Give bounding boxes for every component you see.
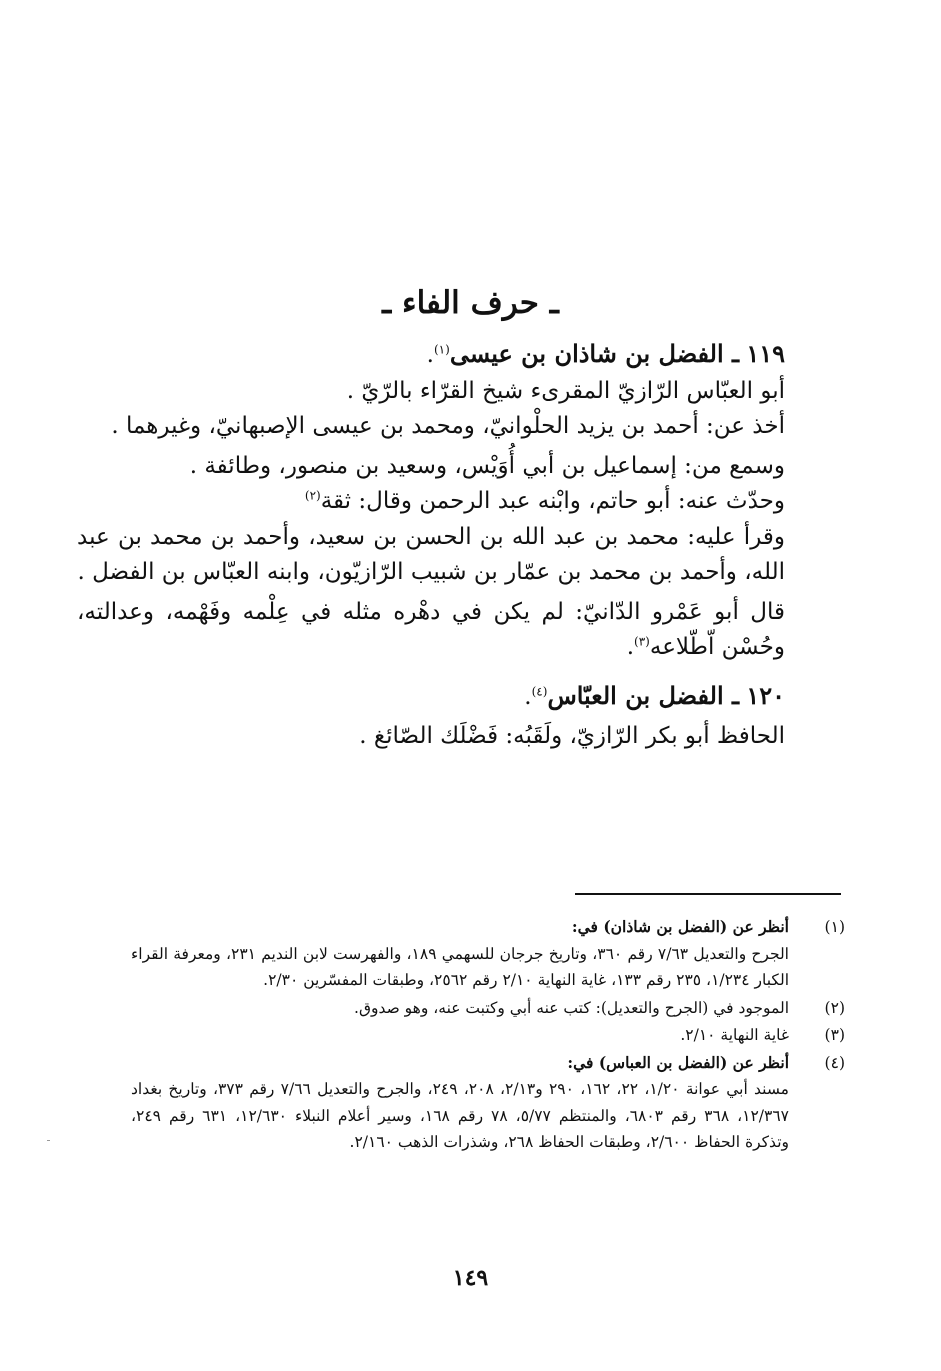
- footnote-ref: (٣): [634, 634, 650, 649]
- entry-line: أخذ عن: أحمد بن يزيد الحلْوانيّ، ومحمد بن عيسى الإصبهانيّ، وغيرهما .: [111, 413, 785, 439]
- footnote-body: [131, 1050, 789, 1156]
- scan-speck: [47, 1140, 50, 1141]
- entry-line: الحافظ أبو بكر الرّازيّ، ولَقَبُه: فَضْلَك الصّائغ .: [359, 723, 785, 749]
- footnote-text: مسند أبي عوانة ١/٢٠، ٢٢، ١٦٢، ٢٩٠ و٢/١٣، ٢٠٨، ٢٤٩، والجرح والتعديل ٧/٦٦ رقم ٣٧٣، وتاريخ بغداد ١٢/٣٦٧، ٣٦٨ رقم ٦٨٠٣، والمنتظم ٥/٧٧، ٧٨ رقم ١٦٨، وسير أعلام النبلاء ١٢/٦٣٠، ٦٣١ رقم ٢٤٩، وتذكرة الحفاظ ٢/٦٠٠، وطبقات الحفاظ ٢٦٨، وشذرات الذهب ٢/١٦٠.: [131, 1080, 789, 1151]
- entry-title: ـ الفضل بن شاذان بن عيسى: [449, 339, 740, 368]
- entry-line: وقرأ عليه: محمد بن عبد الله بن الحسن بن سعيد، وأحمد بن محمد بن عبد الله، وأحمد بن محمد بن عمّار بن شبيب الرّازيّون، وابنه العبّاس بن الفضل .: [77, 523, 785, 585]
- footnote-body: [131, 1022, 789, 1049]
- entry-119-heading: [77, 336, 791, 374]
- entry-line-with-note: [77, 595, 791, 666]
- footnote-separator: [575, 893, 841, 895]
- footnote-2: [131, 995, 845, 1022]
- footnote-body: [131, 914, 789, 994]
- entry-line: قال أبو عَمْرو الدّانيّ: لم يكن في دهْره مثله في عِلْمه وفَهْمه، وعدالته، وحُسْن اّطّلاعه: [77, 598, 785, 660]
- footnote-3: [131, 1022, 845, 1049]
- footnote-ref: (٤): [531, 683, 548, 698]
- footnote-number: (١): [824, 918, 845, 936]
- page-number: ١٤٩: [452, 1265, 489, 1291]
- footnotes: [131, 914, 845, 1156]
- entry-120-heading: [77, 678, 791, 716]
- footnote-lead: أنظر عن (الفضل بن العباس) في:: [567, 1052, 789, 1072]
- entry-number: ١١٩: [746, 339, 785, 368]
- footnote-lead: أنظر عن (الفضل بن شاذان) في:: [571, 917, 789, 936]
- main-text: [77, 336, 791, 755]
- section-title: ـ حرف الفاء ـ: [382, 285, 559, 321]
- title-period: .: [426, 342, 434, 368]
- footnote-body: [131, 995, 789, 1022]
- line-period: .: [626, 634, 635, 660]
- footnote-lead: الموجود في (الجرح والتعديل): كتب عنه أبي وكتبت عنه، وهو صدوق.: [354, 998, 789, 1017]
- footnote-number: (٤): [824, 1053, 845, 1072]
- footnote-4: [131, 1050, 845, 1156]
- entry-line: وحدّث عنه: أبو حاتم، وابْنه عبد الرحمن وقال: ثقة: [320, 488, 785, 514]
- entry-line: أبو العبّاس الرّازيّ المقرىء شيخ القرّاء بالرّيّ .: [346, 377, 785, 404]
- footnote-lead: غاية النهاية ٢/١٠.: [680, 1026, 789, 1044]
- entry-line: وسمع من: إسماعيل بن أبي أُوَيْس، وسعيد بن منصور، وطائفة .: [189, 452, 785, 479]
- footnote-text: الجرح والتعديل ٧/٦٣ رقم ٣٦٠، وتاريخ جرجان للسهمي ١٨٩، والفهرست لابن النديم ٢٣١، ومعرفة القراء الكبار ١/٢٣٤، ٢٣٥ رقم ١٣٣، غاية النهاية ٢/١٠ رقم ٢٥٦٢، وطبقات المفسّرين ٢/٣٠.: [131, 944, 789, 989]
- footnote-number: (٢): [824, 998, 845, 1017]
- entry-number: ١٢٠: [746, 680, 785, 710]
- footnote-number: (٣): [824, 1026, 845, 1044]
- footnote-ref: (١): [433, 342, 450, 357]
- footnote-1: [131, 914, 845, 994]
- footnote-ref: (٢): [304, 488, 321, 503]
- title-period: .: [524, 683, 532, 710]
- entry-line-with-note: [77, 484, 791, 520]
- entry-title: ـ الفضل بن العبّاس: [547, 680, 740, 710]
